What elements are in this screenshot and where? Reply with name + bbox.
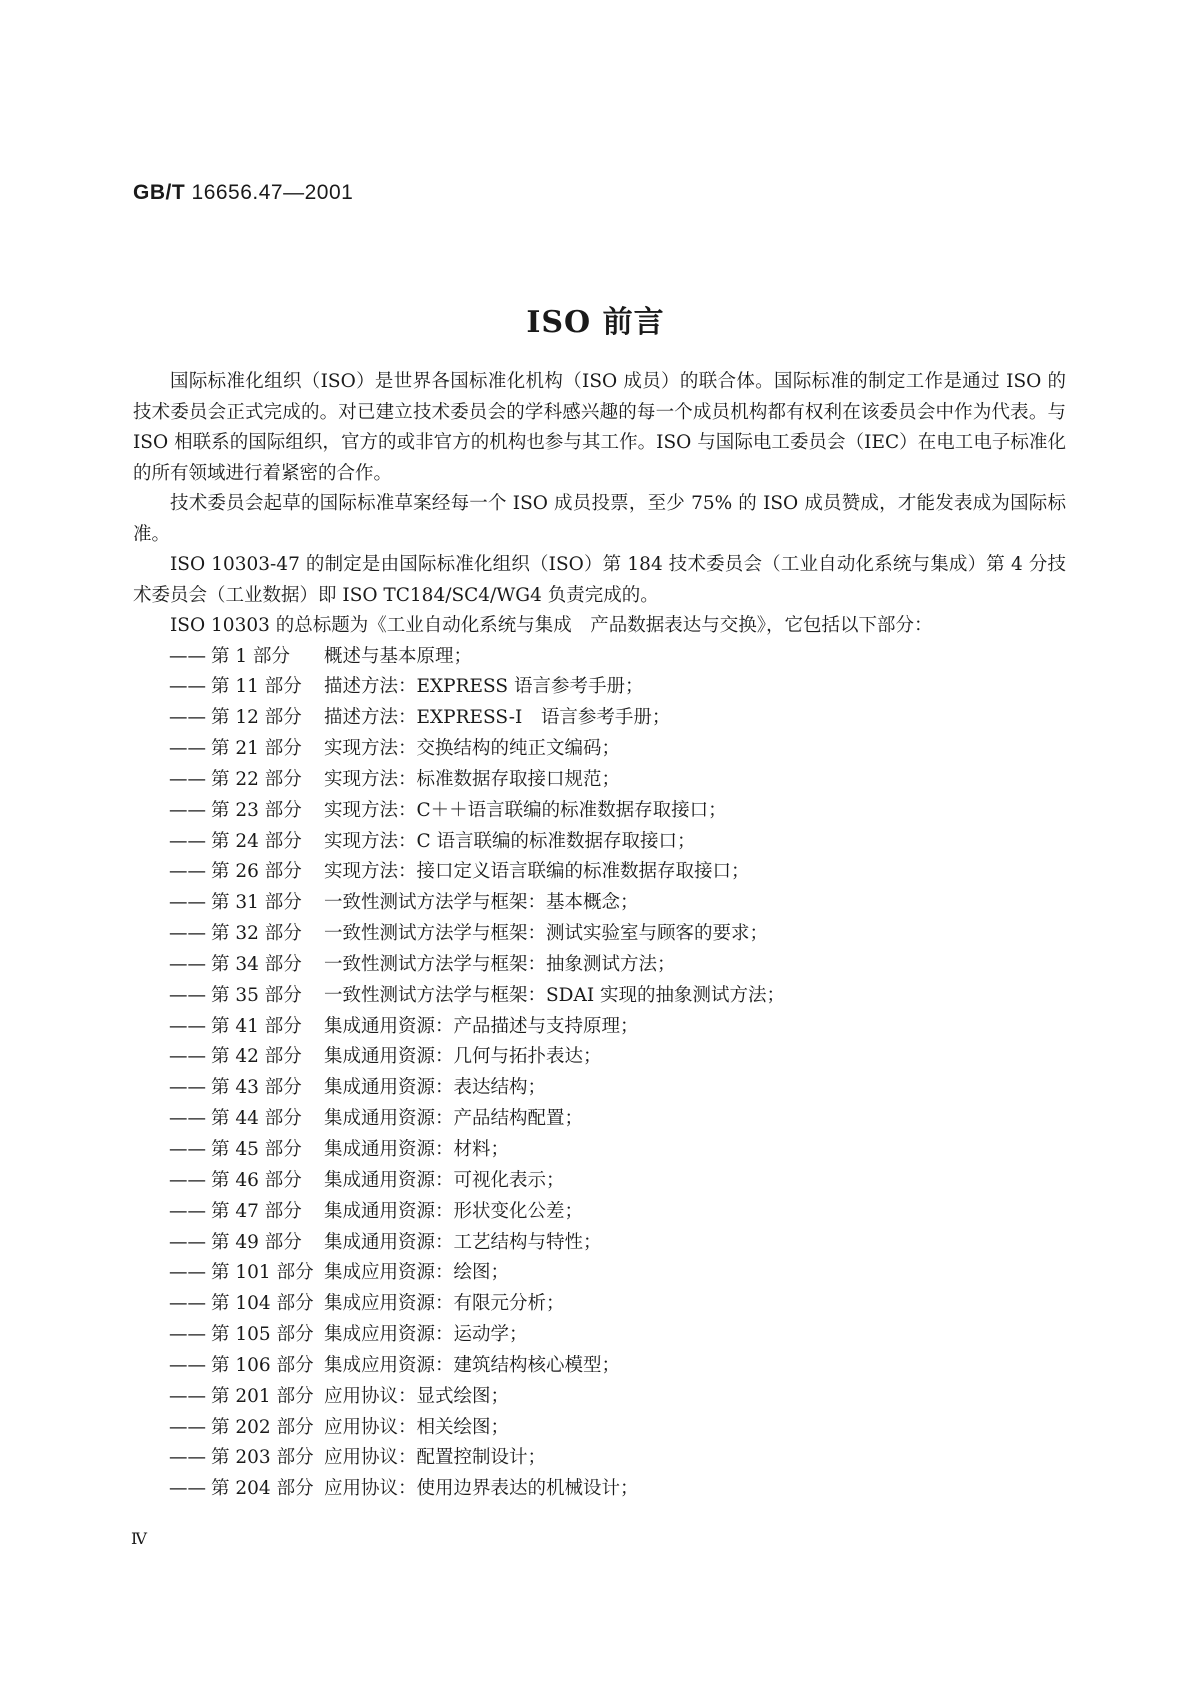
part-number: 第 35 部分 xyxy=(211,984,302,1006)
list-dash: —— xyxy=(169,1200,206,1222)
part-number: 第 32 部分 xyxy=(211,923,302,945)
part-number: 第 26 部分 xyxy=(211,861,302,883)
part-number: 第 101 部分 xyxy=(211,1262,314,1284)
list-item xyxy=(133,1258,1066,1289)
part-number: 第 204 部分 xyxy=(211,1478,314,1500)
list-dash: —— xyxy=(169,1077,206,1099)
part-description: 实现方法：接口定义语言联编的标准数据存取接口； xyxy=(324,861,750,883)
part-number: 第 47 部分 xyxy=(211,1200,302,1222)
list-item xyxy=(133,734,1066,765)
list-dash: —— xyxy=(169,1293,206,1315)
part-description: 描述方法：EXPRESS-I 语言参考手册； xyxy=(324,707,671,729)
part-description: 集成应用资源：运动学； xyxy=(324,1324,528,1346)
part-number: 第 34 部分 xyxy=(211,953,302,975)
list-item xyxy=(133,1320,1066,1351)
part-description: 集成通用资源：工艺结构与特性； xyxy=(324,1231,602,1253)
paragraph-committee: ISO 10303-47 的制定是由国际标准化组织（ISO）第 184 技术委员会（工业自动化系统与集成）第 4 分技术委员会（工业数据）即 ISO TC184/SC4/WG4 负责完成的。 xyxy=(133,554,1066,606)
list-item xyxy=(133,1228,1066,1259)
list-item xyxy=(133,1382,1066,1413)
part-description: 集成通用资源：产品描述与支持原理； xyxy=(324,1015,639,1037)
paragraph-general-title: ISO 10303 的总标题为《工业自动化系统与集成 产品数据表达与交换》，它包括以下部分： xyxy=(170,615,933,636)
list-item xyxy=(133,1135,1066,1166)
list-dash: —— xyxy=(169,1354,206,1376)
list-item xyxy=(133,1197,1066,1228)
part-description: 实现方法：C 语言联编的标准数据存取接口； xyxy=(324,830,696,852)
list-dash: —— xyxy=(169,707,206,729)
foreword-body xyxy=(133,367,1066,1505)
part-number: 第 106 部分 xyxy=(211,1354,314,1376)
part-description: 一致性测试方法学与框架：基本概念； xyxy=(324,892,639,914)
part-number: 第 49 部分 xyxy=(211,1231,302,1253)
part-number: 第 21 部分 xyxy=(211,738,302,760)
list-item xyxy=(133,981,1066,1012)
list-dash: —— xyxy=(169,1385,206,1407)
part-number: 第 104 部分 xyxy=(211,1293,314,1315)
list-dash: —— xyxy=(169,799,206,821)
list-dash: —— xyxy=(169,861,206,883)
part-description: 集成通用资源：几何与拓扑表达； xyxy=(324,1046,602,1068)
page-number: Ⅳ xyxy=(131,1529,147,1548)
part-number: 第 1 部分 xyxy=(211,645,291,667)
list-item xyxy=(133,1166,1066,1197)
standard-code xyxy=(133,181,353,205)
list-item xyxy=(133,672,1066,703)
part-description: 集成通用资源：形状变化公差； xyxy=(324,1200,584,1222)
standard-prefix: GB/T xyxy=(133,181,186,204)
list-item xyxy=(133,919,1066,950)
part-number: 第 202 部分 xyxy=(211,1416,314,1438)
part-list xyxy=(133,642,1066,1506)
list-dash: —— xyxy=(169,1416,206,1438)
list-item xyxy=(133,1443,1066,1474)
list-item xyxy=(133,1289,1066,1320)
part-description: 应用协议：相关绘图； xyxy=(324,1416,510,1438)
list-item xyxy=(133,827,1066,858)
part-description: 应用协议：显式绘图； xyxy=(324,1385,510,1407)
part-number: 第 24 部分 xyxy=(211,830,302,852)
list-dash: —— xyxy=(169,676,206,698)
page-title: ISO 前言 xyxy=(526,305,665,340)
list-dash: —— xyxy=(169,645,206,667)
list-dash: —— xyxy=(169,892,206,914)
part-description: 集成通用资源：材料； xyxy=(324,1139,510,1160)
list-dash: —— xyxy=(169,1478,206,1500)
list-dash: —— xyxy=(169,1015,206,1037)
list-item xyxy=(133,1012,1066,1043)
paragraph-iso-intro: 国际标准化组织（ISO）是世界各国标准化机构（ISO 成员）的联合体。国际标准的制定工作是通过 ISO 的技术委员会正式完成的。对已建立技术委员会的学科感兴趣的每一个成员机构都有权利在该委员会中作为代表。与 ISO 相联系的国际组织，官方的或非官方的机构也参与其工作。ISO 与国际电工委员会（IEC）在电工电子标准化的所有领域进行着紧密的合作。 xyxy=(133,371,1066,484)
list-item xyxy=(133,1104,1066,1135)
part-number: 第 43 部分 xyxy=(211,1077,302,1099)
part-description: 集成应用资源：有限元分析； xyxy=(324,1293,565,1315)
part-description: 描述方法：EXPRESS 语言参考手册； xyxy=(324,676,644,698)
part-description: 一致性测试方法学与框架：SDAI 实现的抽象测试方法； xyxy=(324,984,786,1006)
list-dash: —— xyxy=(169,830,206,852)
list-item xyxy=(133,1474,1066,1505)
list-item xyxy=(133,765,1066,796)
part-description: 应用协议：配置控制设计； xyxy=(324,1447,547,1469)
part-description: 概述与基本原理； xyxy=(324,645,473,667)
part-description: 实现方法：标准数据存取接口规范； xyxy=(324,768,621,790)
list-dash: —— xyxy=(169,1169,206,1191)
list-dash: —— xyxy=(169,1139,206,1160)
part-description: 应用协议：使用边界表达的机械设计； xyxy=(324,1478,639,1500)
part-description: 集成应用资源：绘图； xyxy=(324,1262,510,1284)
part-number: 第 105 部分 xyxy=(211,1324,314,1346)
list-dash: —— xyxy=(169,1324,206,1346)
part-description: 集成通用资源：表达结构； xyxy=(324,1077,547,1099)
part-number: 第 201 部分 xyxy=(211,1385,314,1407)
part-number: 第 44 部分 xyxy=(211,1108,302,1130)
part-description: 实现方法：交换结构的纯正文编码； xyxy=(324,738,621,760)
list-dash: —— xyxy=(169,1447,206,1469)
part-number: 第 11 部分 xyxy=(211,676,302,698)
list-item xyxy=(133,703,1066,734)
part-number: 第 22 部分 xyxy=(211,768,302,790)
list-dash: —— xyxy=(169,738,206,760)
list-dash: —— xyxy=(169,923,206,945)
part-description: 集成通用资源：可视化表示； xyxy=(324,1169,565,1191)
part-description: 实现方法：C＋＋语言联编的标准数据存取接口； xyxy=(324,799,727,821)
list-item xyxy=(133,1042,1066,1073)
list-dash: —— xyxy=(169,1046,206,1068)
list-item xyxy=(133,796,1066,827)
part-description: 集成通用资源：产品结构配置； xyxy=(324,1108,584,1130)
part-description: 一致性测试方法学与框架：抽象测试方法； xyxy=(324,953,676,975)
part-number: 第 203 部分 xyxy=(211,1447,314,1469)
part-number: 第 23 部分 xyxy=(211,799,302,821)
list-dash: —— xyxy=(169,1108,206,1130)
paragraph-voting: 技术委员会起草的国际标准草案经每一个 ISO 成员投票，至少 75% 的 ISO 成员赞成，才能发表成为国际标准。 xyxy=(133,493,1066,545)
part-description: 一致性测试方法学与框架：测试实验室与顾客的要求； xyxy=(324,923,769,945)
part-number: 第 12 部分 xyxy=(211,707,302,729)
part-number: 第 45 部分 xyxy=(211,1139,302,1160)
list-item xyxy=(133,1351,1066,1382)
list-item xyxy=(133,888,1066,919)
part-number: 第 42 部分 xyxy=(211,1046,302,1068)
list-dash: —— xyxy=(169,984,206,1006)
part-description: 集成应用资源：建筑结构核心模型； xyxy=(324,1354,621,1376)
part-number: 第 31 部分 xyxy=(211,892,302,914)
list-item xyxy=(133,950,1066,981)
standard-number: 16656.47—2001 xyxy=(191,181,354,204)
list-item xyxy=(133,857,1066,888)
list-item xyxy=(133,1073,1066,1104)
list-item xyxy=(133,642,1066,673)
list-dash: —— xyxy=(169,1262,206,1284)
list-item xyxy=(133,1413,1066,1444)
part-number: 第 46 部分 xyxy=(211,1169,302,1191)
list-dash: —— xyxy=(169,768,206,790)
list-dash: —— xyxy=(169,1231,206,1253)
part-number: 第 41 部分 xyxy=(211,1015,302,1037)
list-dash: —— xyxy=(169,953,206,975)
